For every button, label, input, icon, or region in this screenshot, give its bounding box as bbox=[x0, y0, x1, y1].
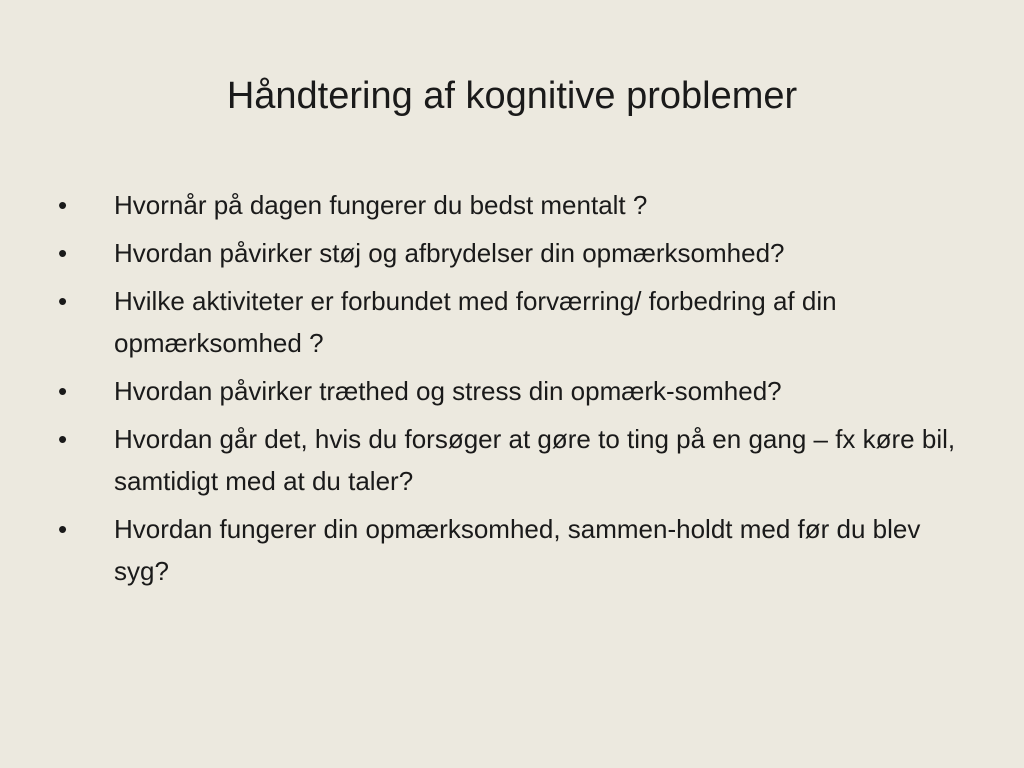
bullet-icon: • bbox=[58, 376, 68, 406]
list-item bbox=[58, 370, 968, 412]
bullet-text: Hvordan fungerer din opmærksomhed, sammen-holdt med før du blev syg? bbox=[114, 514, 921, 586]
list-item bbox=[58, 508, 968, 592]
list-item bbox=[58, 184, 968, 226]
bullet-icon: • bbox=[58, 286, 68, 316]
bullet-icon: • bbox=[58, 238, 68, 268]
list-item bbox=[58, 232, 968, 274]
bullet-icon: • bbox=[58, 514, 68, 544]
bullet-icon: • bbox=[58, 424, 68, 454]
slide-title: Håndtering af kognitive problemer bbox=[226, 75, 798, 117]
bullet-text: Hvornår på dagen fungerer du bedst mentalt ? bbox=[114, 190, 648, 220]
bullet-text: Hvordan går det, hvis du forsøger at gøre to ting på en gang – fx køre bil, samtidigt med at du taler? bbox=[114, 424, 956, 496]
bullet-text: Hvordan påvirker støj og afbrydelser din opmærksomhed? bbox=[114, 238, 785, 268]
bullet-list bbox=[58, 184, 968, 598]
bullet-icon: • bbox=[58, 190, 68, 220]
list-item bbox=[58, 280, 968, 364]
list-item bbox=[58, 418, 968, 502]
bullet-text: Hvordan påvirker træthed og stress din opmærk-somhed? bbox=[114, 376, 782, 406]
bullet-text: Hvilke aktiviteter er forbundet med forværring/ forbedring af din opmærksomhed ? bbox=[114, 286, 837, 358]
